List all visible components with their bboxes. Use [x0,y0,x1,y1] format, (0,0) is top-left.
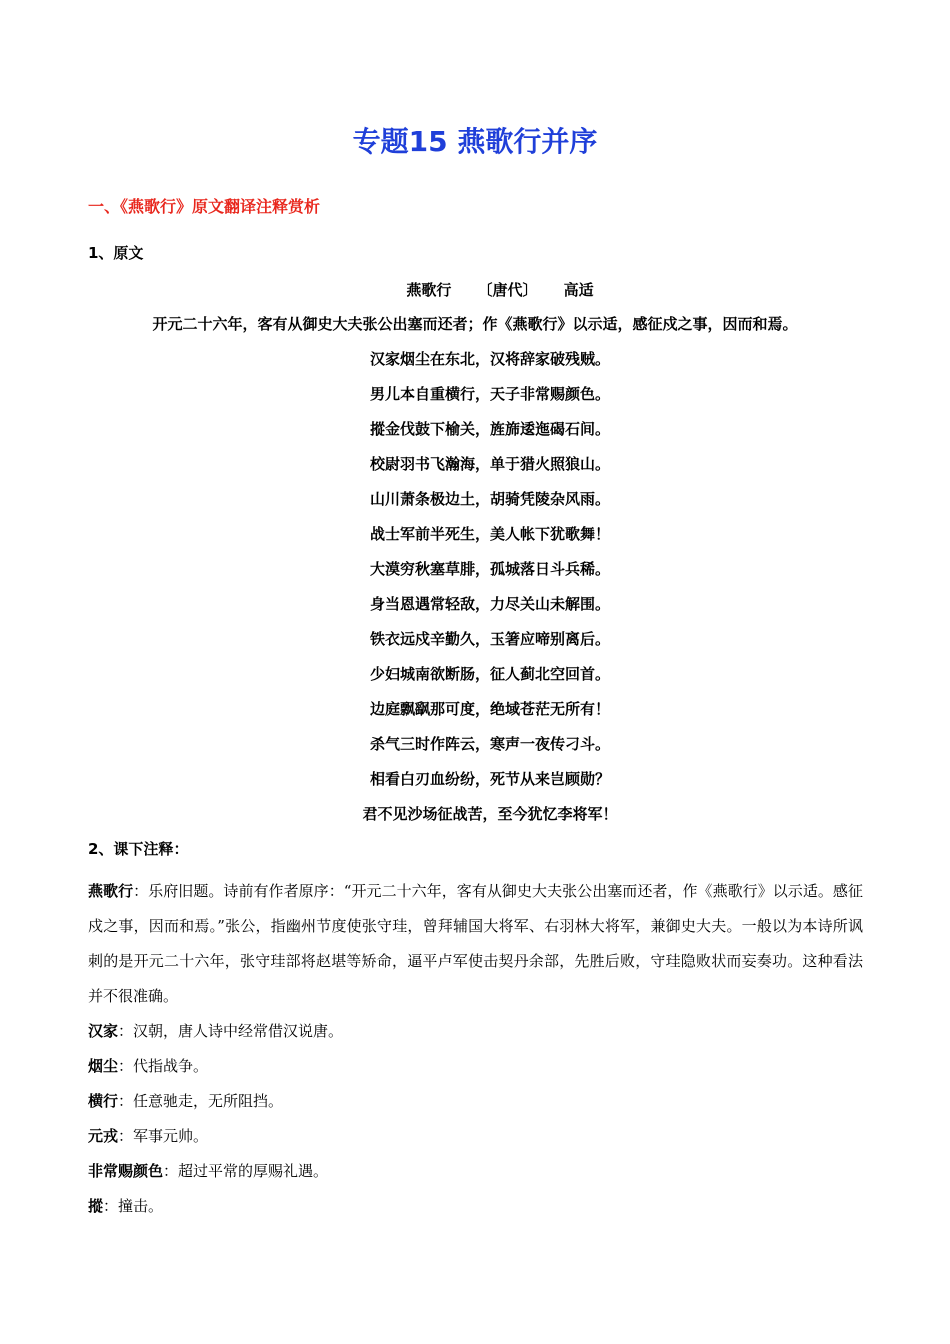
note-term: 烟尘 [88,1057,119,1075]
note-term: 非常赐颜色 [88,1162,164,1180]
sub-heading-original-text: 1、原文 [88,244,144,262]
poem-line: 君不见沙场征战苦，至今犹忆李将军！ [362,805,618,823]
poem-body [0,348,950,838]
poem-line: 杀气三时作阵云，寒声一夜传刁斗。 [369,735,610,753]
note-item [88,1154,863,1189]
note-text: ：撞击。 [103,1197,164,1215]
poem-line: 大漠穷秋塞草腓，孤城落日斗兵稀。 [369,560,610,578]
poem-title: 燕歌行 [406,281,452,299]
note-term: 横行 [88,1092,119,1110]
note-text: ：超过平常的厚赐礼遇。 [163,1162,329,1180]
note-item [88,1084,863,1119]
note-term: 燕歌行 [88,882,134,900]
note-text: ：代指战争。 [118,1057,209,1075]
poem-preface: 开元二十六年，客有从御史大夫张公出塞而还者；作《燕歌行》以示适，感征戍之事，因而和焉。 [152,315,798,333]
poem-line: 少妇城南欲断肠，征人蓟北空回首。 [369,665,610,683]
poem-author: 高适 [563,281,594,299]
note-text: ：汉朝，唐人诗中经常借汉说唐。 [118,1022,344,1040]
poem-line: 男儿本自重横行，天子非常赐颜色。 [369,385,610,403]
poem-line: 战士军前半死生，美人帐下犹歌舞！ [369,525,610,543]
note-item [88,1014,863,1049]
note-term: 汉家 [88,1022,119,1040]
poem-line: 相看白刃血纷纷，死节从来岂顾勋？ [369,770,610,788]
poem-dynasty: 〔唐代〕 [477,281,538,299]
note-text: ：军事元帅。 [118,1127,209,1145]
poem-line: 边庭飘飖那可度，绝域苍茫无所有！ [369,700,610,718]
poem-line: 汉家烟尘在东北，汉将辞家破残贼。 [369,350,610,368]
note-text: ：乐府旧题。诗前有作者原序：“开元二十六年，客有从御史大夫张公出塞而还者，作《燕歌行》以示适。感征戍之事，因而和焉。”张公，指幽州节度使张守珪，曾拜辅国大将军、右羽林大将军，兼御史大夫。一般以为本诗所讽刺的是开元二十六年，张守珪部将赵堪等矫命，逼平卢军使击契丹余部，先胜后败，守珪隐败状而妄奏功。这种看法并不很准确。 [88,882,863,1005]
poem-line: 摐金伐鼓下榆关，旌旆逶迤碣石间。 [369,420,610,438]
poem-line: 身当恩遇常轻敌，力尽关山未解围。 [369,595,610,613]
note-text: ：任意驰走，无所阻挡。 [118,1092,284,1110]
section-heading: 一、《燕歌行》原文翻译注释赏析 [88,197,321,216]
note-item [88,874,863,1014]
note-item [88,1049,863,1084]
poem-line: 校尉羽书飞瀚海，单于猎火照狼山。 [369,455,610,473]
note-term: 摐 [88,1197,104,1215]
note-item [88,1189,863,1224]
note-term: 元戎 [88,1127,119,1145]
poem-line: 山川萧条极边土，胡骑凭陵杂风雨。 [369,490,610,508]
poem-title-line [0,279,950,301]
poem-line: 铁衣远戍辛勤久，玉箸应啼别离后。 [369,630,610,648]
notes-list [88,874,863,1224]
note-item [88,1119,863,1154]
page-title: 专题15 燕歌行并序 [352,125,598,158]
sub-heading-notes: 2、课下注释： [88,840,189,858]
